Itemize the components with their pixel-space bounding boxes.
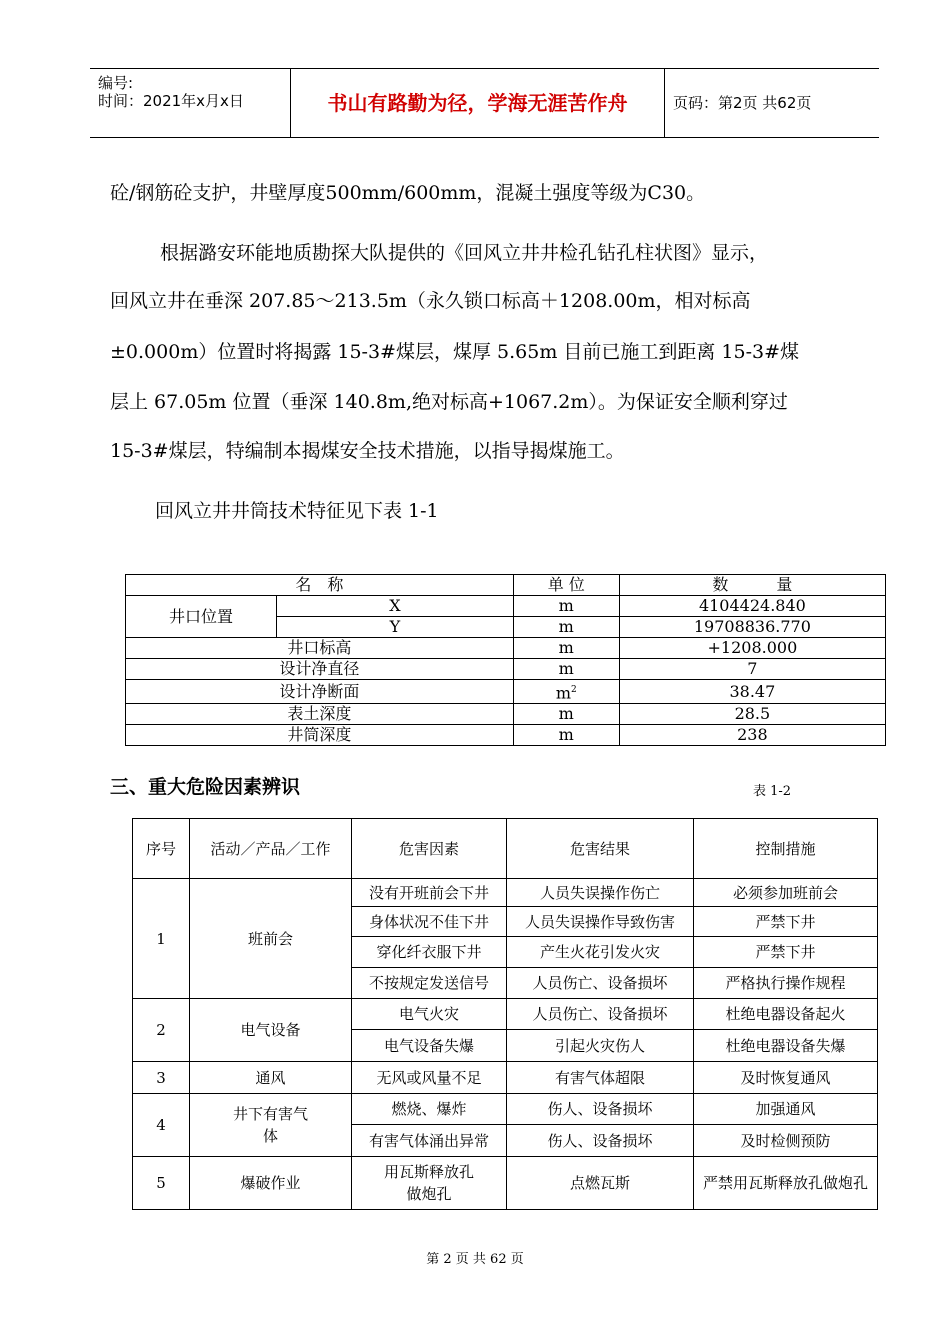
table-cell: 严格执行操作规程	[694, 968, 878, 999]
table-cell: 通风	[190, 1062, 352, 1094]
table-cell: 28.5	[619, 704, 885, 725]
table-cell: 设计净直径	[126, 659, 514, 680]
table-cell: 严禁下井	[694, 937, 878, 968]
table-cell: 伤人、设备损坏	[507, 1125, 694, 1157]
table-header-cell: 数 量	[619, 575, 885, 596]
table-cell: 无风或风量不足	[352, 1062, 507, 1094]
table-row	[126, 725, 886, 746]
paragraph: 回风立井井筒技术特征见下表 1-1	[155, 500, 439, 522]
unit-text: m	[555, 683, 571, 703]
table-cell: m	[513, 725, 619, 746]
table-cell: 杜绝电器设备失爆	[694, 1030, 878, 1062]
header-meta	[90, 69, 290, 137]
table-row	[133, 1157, 878, 1210]
table-cell: 杜绝电器设备起火	[694, 999, 878, 1030]
table-row	[133, 879, 878, 907]
table-cell: 设计净断面	[126, 680, 514, 704]
paragraph-line: 回风立井在垂深 207.85～213.5m（永久锁口标高＋1208.00m，相对标高	[110, 290, 751, 312]
table-cell: 引起火灾伤人	[507, 1030, 694, 1062]
table-cell: 及时检侧预防	[694, 1125, 878, 1157]
table-row	[133, 999, 878, 1030]
table-cell: 伤人、设备损坏	[507, 1094, 694, 1125]
table-cell: 4	[133, 1094, 190, 1157]
table-cell: 人员失误操作导致伤害	[507, 907, 694, 937]
table-cell: 及时恢复通风	[694, 1062, 878, 1094]
table-cell: 用瓦斯释放孔做炮孔	[352, 1157, 507, 1210]
table-cell: 电气设备失爆	[352, 1030, 507, 1062]
table-cell: 电气火灾	[352, 999, 507, 1030]
table-cell: 爆破作业	[190, 1157, 352, 1210]
paragraph-line: 层上 67.05m 位置（垂深 140.8m,绝对标高+1067.2m）。为保证安全顺利穿过	[110, 391, 788, 413]
table-cell: 3	[133, 1062, 190, 1094]
table-cell: 38.47	[619, 680, 885, 704]
paragraph: 砼/钢筋砼支护，井壁厚度500mm/600mm，混凝土强度等级为C30。	[110, 182, 706, 204]
table-header-cell: 单 位	[513, 575, 619, 596]
table-cell: 没有开班前会下井	[352, 879, 507, 907]
paragraph-line: 15-3#煤层，特编制本揭煤安全技术措施，以指导揭煤施工。	[110, 440, 625, 462]
table-cell: 有害气体涌出异常	[352, 1125, 507, 1157]
table-header-cell: 危害因素	[352, 819, 507, 879]
page-footer: 第 2 页 共 62 页	[426, 1252, 524, 1267]
table-cell: Y	[277, 617, 514, 638]
table-cell: m	[513, 596, 619, 617]
unit-superscript: 2	[570, 685, 577, 695]
table-cell: 点燃瓦斯	[507, 1157, 694, 1210]
header-page-label: 页码：第2页 共62页	[673, 94, 812, 112]
hazard-table	[132, 818, 878, 1210]
table-header-cell: 序号	[133, 819, 190, 879]
table-cell: 穿化纤衣服下井	[352, 937, 507, 968]
table-cell: 1	[133, 879, 190, 999]
section-title: 三、重大危险因素辨识	[110, 776, 301, 798]
table-cell: 井口位置	[126, 596, 277, 638]
table-cell: m	[513, 704, 619, 725]
table-cell: 7	[619, 659, 885, 680]
table-cell: 班前会	[190, 879, 352, 999]
table-cell: 表土深度	[126, 704, 514, 725]
table-cell: 产生火花引发火灾	[507, 937, 694, 968]
number-label: 编号:	[98, 74, 134, 92]
table-cell: 必须参加班前会	[694, 879, 878, 907]
table-cell: 燃烧、爆炸	[352, 1094, 507, 1125]
table-cell: 身体状况不佳下井	[352, 907, 507, 937]
header-motto: 书山有路勤为径，学海无涯苦作舟	[327, 91, 628, 115]
table-row	[133, 1094, 878, 1125]
table-row	[126, 680, 886, 704]
table-row	[126, 659, 886, 680]
table-cell: 严禁用瓦斯释放孔做炮孔	[694, 1157, 878, 1210]
table-header-cell: 控制措施	[694, 819, 878, 879]
paragraph-line: ±0.000m）位置时将揭露 15-3#煤层，煤厚 5.65m 目前已施工到距离 15-3#煤	[110, 341, 800, 363]
table-header-row	[126, 575, 886, 596]
table-caption: 表 1-2	[753, 784, 792, 799]
page-header	[90, 68, 879, 138]
table-cell: 19708836.770	[619, 617, 885, 638]
paragraph-line: 根据潞安环能地质勘探大队提供的《回风立井井检孔钻孔柱状图》显示，	[160, 242, 769, 264]
table-cell: 井口标高	[126, 638, 514, 659]
table-cell	[513, 680, 619, 704]
table-cell: 不按规定发送信号	[352, 968, 507, 999]
table-cell: 井下有害气体	[190, 1094, 352, 1157]
table-cell: 2	[133, 999, 190, 1062]
table-cell: 4104424.840	[619, 596, 885, 617]
table-row	[133, 1062, 878, 1094]
table-header-cell: 危害结果	[507, 819, 694, 879]
table-cell: 有害气体超限	[507, 1062, 694, 1094]
table-cell: 238	[619, 725, 885, 746]
table-cell: 加强通风	[694, 1094, 878, 1125]
table-cell: m	[513, 617, 619, 638]
table-cell: 人员失误操作伤亡	[507, 879, 694, 907]
table-header-cell: 名 称	[126, 575, 514, 596]
table-row	[126, 596, 886, 617]
table-cell: +1208.000	[619, 638, 885, 659]
table-cell: 5	[133, 1157, 190, 1210]
table-header-cell: 活动／产品／工作	[190, 819, 352, 879]
table-cell: 井筒深度	[126, 725, 514, 746]
table-cell: 严禁下井	[694, 907, 878, 937]
table-row	[126, 704, 886, 725]
time-label: 时间：2021年x月x日	[98, 92, 244, 110]
table-cell: 人员伤亡、设备损坏	[507, 999, 694, 1030]
table-cell: X	[277, 596, 514, 617]
table-header-row	[133, 819, 878, 879]
well-spec-table	[125, 574, 886, 746]
table-row	[126, 638, 886, 659]
table-cell: m	[513, 659, 619, 680]
table-cell: 电气设备	[190, 999, 352, 1062]
table-cell: m	[513, 638, 619, 659]
table-cell: 人员伤亡、设备损坏	[507, 968, 694, 999]
